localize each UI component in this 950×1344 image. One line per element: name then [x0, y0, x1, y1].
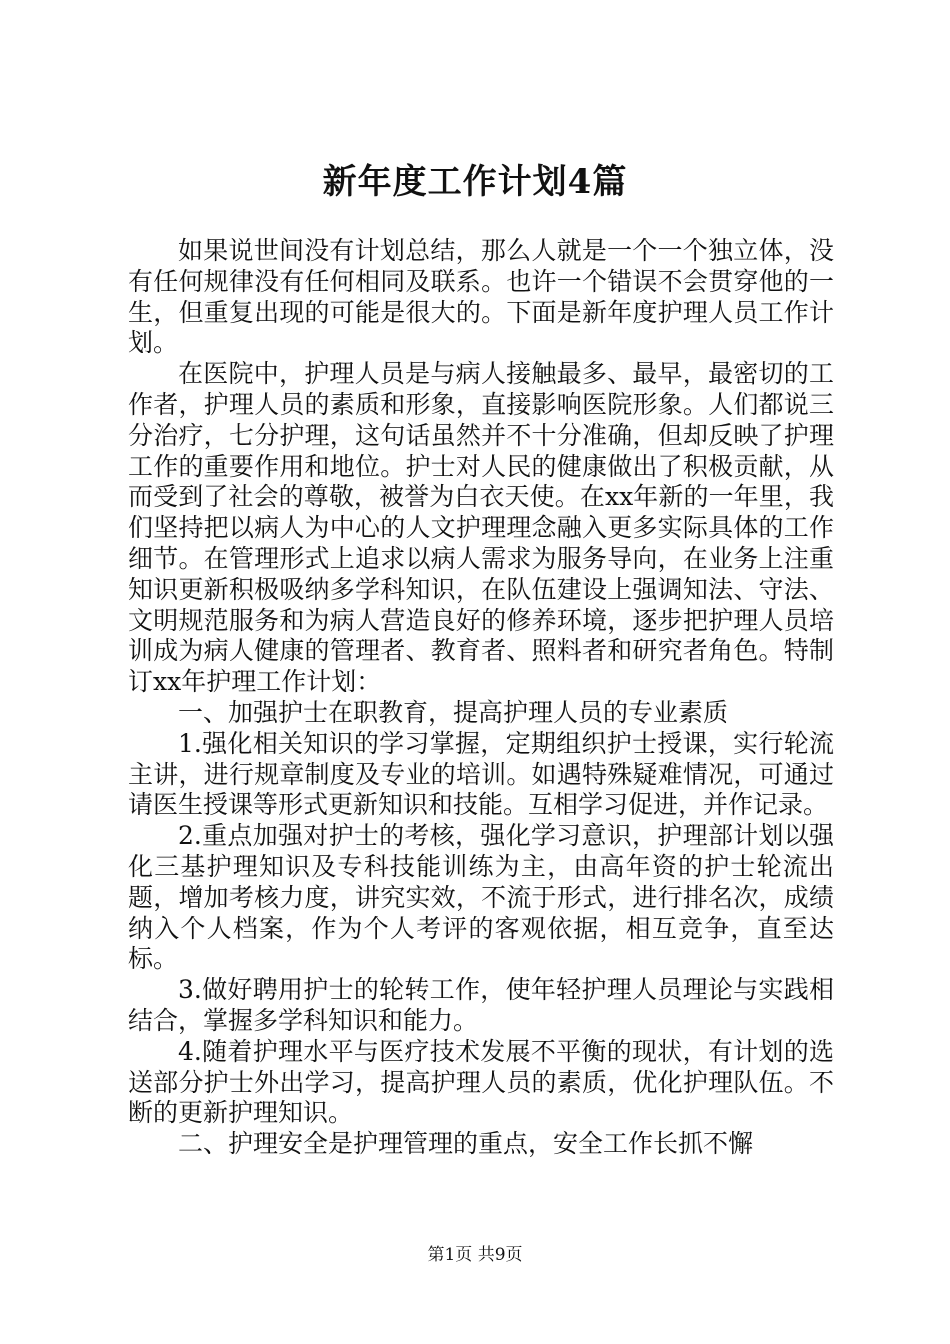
paragraph-item-3: 3.做好聘用护士的轮转工作，使年轻护理人员理论与实践相结合，掌握多学科知识和能力。	[128, 975, 834, 1035]
paragraph-background: 在医院中，护理人员是与病人接触最多、最早，最密切的工作者，护理人员的素质和形象，直接影响医院形象。人们都说三分治疗，七分护理，这句话虽然并不十分准确，但却反映了护理工作的重要作用和地位。护士对人民的健康做出了积极贡献，从而受到了社会的尊敬，被誉为白衣天使。在xx年新的一年里，我们坚持把以病人为中心的人文护理理念融入更多实际具体的工作细节。在管理形式上追求以病人需求为服务导向，在业务上注重知识更新积极吸纳多学科知识，在队伍建设上强调知法、守法、文明规范服务和为病人营造良好的修养环境，逐步把护理人员培训成为病人健康的管理者、教育者、照料者和研究者角色。特制订xx年护理工作计划：	[128, 359, 834, 697]
paragraph-item-4: 4.随着护理水平与医疗技术发展不平衡的现状，有计划的选送部分护士外出学习，提高护理人员的素质，优化护理队伍。不断的更新护理知识。	[128, 1036, 834, 1128]
document-title: 新年度工作计划4篇	[322, 162, 628, 202]
page-footer: 第1页 共9页	[427, 1245, 523, 1265]
paragraph-item-1: 1.强化相关知识的学习掌握，定期组织护士授课，实行轮流主讲，进行规章制度及专业的培训。如遇特殊疑难情况，可通过请医生授课等形式更新知识和技能。互相学习促进，并作记录。	[128, 728, 834, 820]
paragraph-intro: 如果说世间没有计划总结，那么人就是一个一个独立体，没有任何规律没有任何相同及联系。也许一个错误不会贯穿他的一生，但重复出现的可能是很大的。下面是新年度护理人员工作计划。	[128, 236, 834, 358]
document-body	[128, 236, 834, 1160]
paragraph-item-2: 2.重点加强对护士的考核，强化学习意识，护理部计划以强化三基护理知识及专科技能训练为主，由高年资的护士轮流出题，增加考核力度，讲究实效，不流于形式，进行排名次，成绩纳入个人档案，作为个人考评的客观依据，相互竞争，直至达标。	[128, 821, 834, 974]
section-heading-2: 二、护理安全是护理管理的重点，安全工作长抓不懈	[178, 1129, 754, 1159]
section-heading-1: 一、加强护士在职教育，提高护理人员的专业素质	[178, 697, 729, 727]
